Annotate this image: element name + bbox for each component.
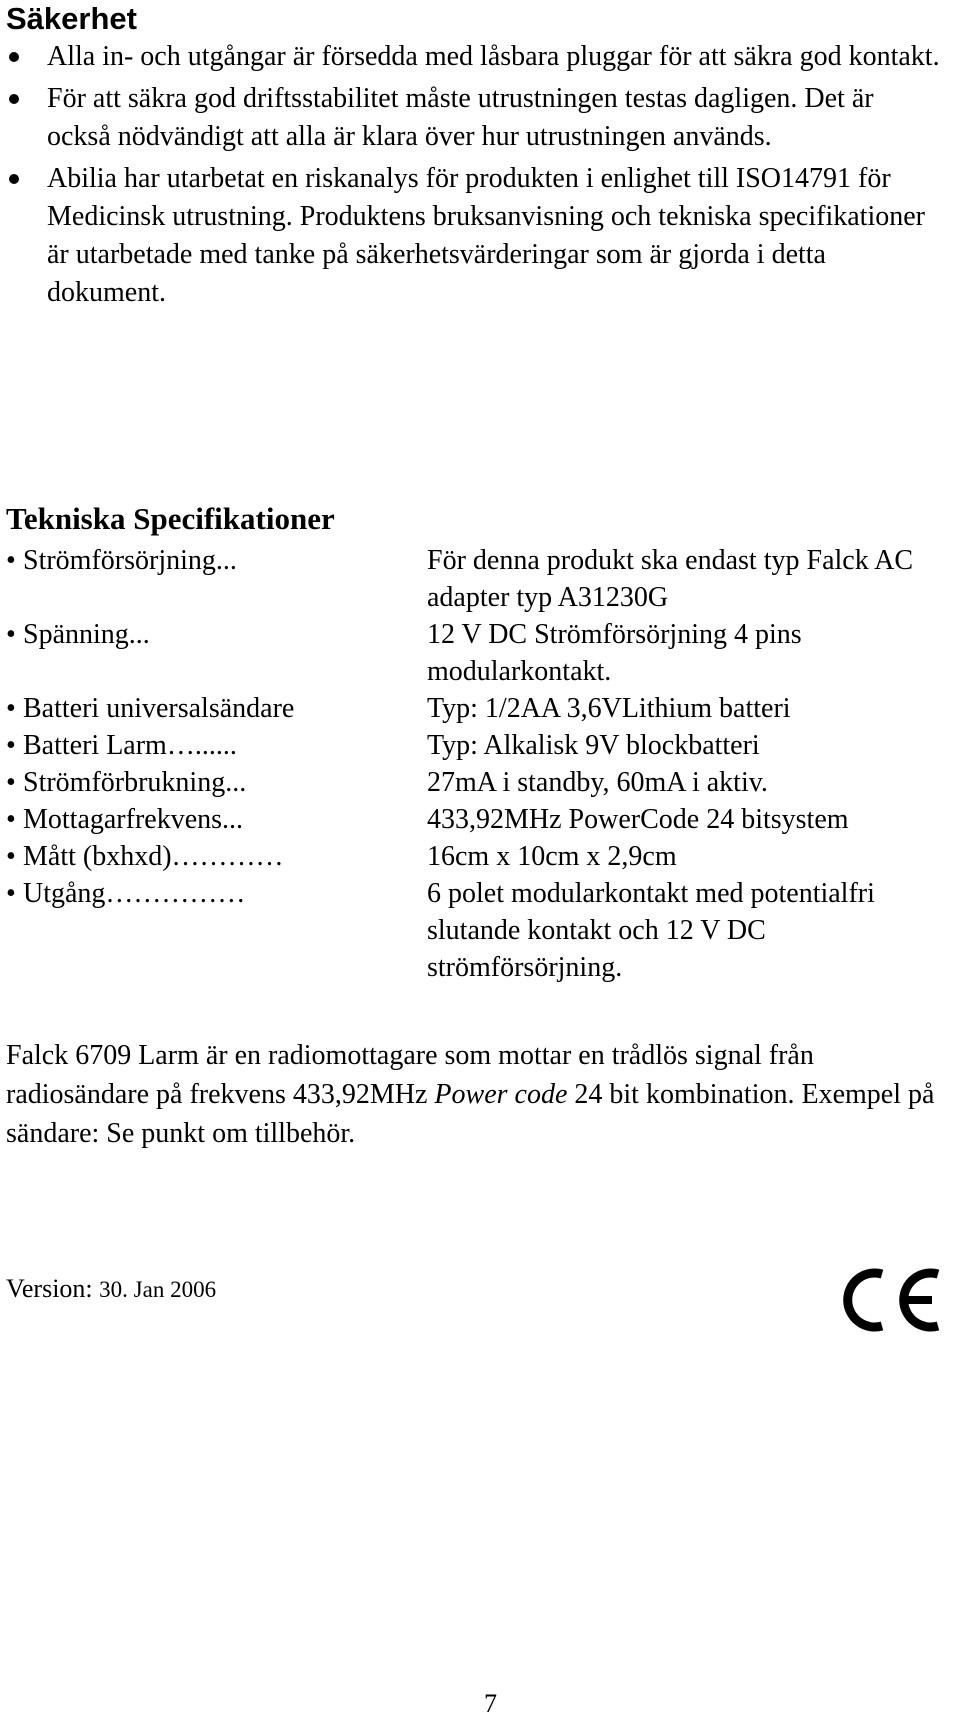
spec-row: [6, 764, 956, 801]
spec-row: [6, 616, 956, 690]
version-label: Version:: [6, 1274, 93, 1303]
spec-row: [6, 838, 956, 875]
spec-label: [6, 875, 427, 986]
spec-value: Typ: Alkalisk 9V blockbatteri: [427, 730, 760, 761]
description-text: Falck 6709 Larm är en radiomottagare som mottar en trådlös signal från radiosändare på frekvens 433,92MHz: [6, 1040, 814, 1110]
safety-bullet-text: För att säkra god driftsstabilitet måste utrustningen testas dagligen. Det är också nödvändigt att alla är klara över hur utrustningen används.: [47, 83, 874, 152]
description-italic: Power code: [434, 1079, 568, 1110]
spec-label-text: Strömförsörjning...: [23, 545, 237, 576]
safety-heading: Säkerhet: [6, 1, 137, 36]
spec-row: [6, 875, 956, 986]
spec-label: [6, 616, 427, 690]
bullet-icon: •: [6, 730, 16, 761]
bullet-icon: •: [6, 841, 16, 872]
spec-value: 12 V DC Strömförsörjning 4 pins modularkontakt.: [427, 619, 802, 687]
spec-value: 27mA i standby, 60mA i aktiv.: [427, 767, 768, 798]
spec-value: Typ: 1/2AA 3,6VLithium batteri: [427, 693, 791, 724]
bullet-icon: •: [6, 545, 16, 576]
safety-bullet-text: Alla in- och utgångar är försedda med låsbara pluggar för att säkra god kontakt.: [47, 41, 940, 72]
spec-label-text: Mottagarfrekvens...: [23, 804, 244, 835]
bullet-icon: [9, 52, 19, 62]
list-item: [0, 160, 960, 312]
bullet-icon: •: [6, 619, 16, 650]
spec-label: [6, 542, 427, 616]
bullet-icon: •: [6, 767, 16, 798]
spec-label-text: Strömförbrukning...: [23, 767, 247, 798]
spec-table: [6, 542, 956, 986]
spec-label: [6, 838, 427, 875]
spec-row: [6, 801, 956, 838]
spec-label: [6, 690, 427, 727]
bullet-icon: [9, 94, 19, 104]
spec-value: 433,92MHz PowerCode 24 bitsystem: [427, 804, 849, 835]
safety-bullet-list: [0, 38, 960, 316]
list-item: [0, 38, 960, 76]
spec-label-text: Mått (bxhxd)…………: [23, 841, 284, 872]
safety-bullet-text: Abilia har utarbetat en riskanalys för produkten i enlighet till ISO14791 för Medicinsk utrustning. Produktens bruksanvisning och tekniska specifikationer är utarbetade med tanke på säkerhetsvärderingar som är gjorda i detta dokument.: [47, 163, 925, 308]
spec-label-text: Spänning...: [23, 619, 150, 650]
spec-value: För denna produkt ska endast typ Falck AC adapter typ A31230G: [427, 545, 914, 613]
spec-label: [6, 727, 427, 764]
ce-mark-icon: [838, 1264, 942, 1336]
spec-value: 6 polet modularkontakt med potentialfri slutande kontakt och 12 V DC strömförsörjning.: [427, 878, 875, 983]
spec-label-text: Batteri universalsändare: [23, 693, 295, 724]
spec-row: [6, 542, 956, 616]
spec-label: [6, 764, 427, 801]
spec-row: [6, 727, 956, 764]
description-paragraph: [6, 1036, 956, 1153]
spec-row: [6, 690, 956, 727]
page-number: 7: [484, 1689, 497, 1718]
version-date: 30. Jan 2006: [99, 1277, 217, 1302]
specs-heading: Tekniska Specifikationer: [6, 501, 335, 536]
spec-value: 16cm x 10cm x 2,9cm: [427, 841, 677, 872]
spec-label-text: Utgång……………: [23, 878, 246, 909]
spec-label-text: Batteri Larm…......: [23, 730, 237, 761]
description-text: 24 bit kombination. Exempel på sändare: Se punkt om tillbehör.: [6, 1079, 935, 1149]
bullet-icon: •: [6, 804, 16, 835]
version-line: [6, 1272, 216, 1307]
bullet-icon: •: [6, 693, 16, 724]
bullet-icon: •: [6, 878, 16, 909]
list-item: [0, 80, 960, 156]
spec-label: [6, 801, 427, 838]
bullet-icon: [9, 174, 19, 184]
